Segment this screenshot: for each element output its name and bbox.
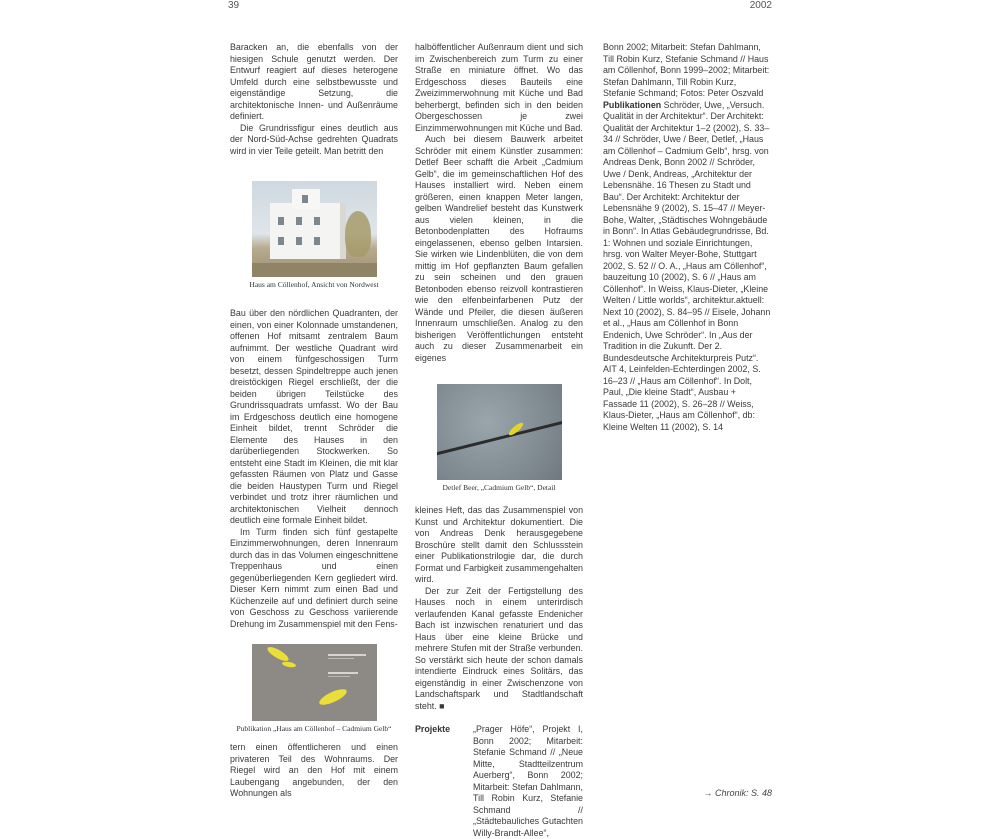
paragraph: kleines Heft, das das Zusammenspiel von Kunst und Architektur dokumentiert. Die von Andreas Denk herausgegebene Broschüre stellt damit den Schlussstein einer Publikationstrilogie dar, die durch Format und Farbigkeit zusammengehalten wird. [415,505,583,584]
figure-caption: Publikation „Haus am Cöllenhof – Cadmium Gelb“ [236,724,392,733]
projects-entry [415,724,583,839]
figure-caption: Detlef Beer, „Cadmium Gelb“, Detail [442,483,556,492]
paragraph: tern einen öffentlicheren und einen privateren Teil des Wohnraums. Der Riegel wird an den Hof mit einem Laubengang angebunden, der den Wohnungen als [230,742,398,798]
publications-entry [603,100,771,434]
paragraph: Auch bei diesem Bauwerk arbeitet Schröder mit einem Künstler zusammen: Detlef Beer schafft die Arbeit „Cadmium Gelb“, die im gemeinschaftlichen Hof des Hauses installiert wird. Neben einem größeren, einen knappen Meter langen, gelben Wandrelief besteht das Kunstwerk aus vielen kleinen, in die Betonbodenplatten des Hofraums eingelassenen, ebenso gelben Intarsien. Sie wirken wie Lindenblüten, die von dem mittig im Hof gepflanzten Baum gefallen zu sein scheinen und den grauen Betonboden ebenso reizvoll kontrastieren wie den elfenbeinfarbenen Putz der Wände und Pfeiler, die diesen äußeren Innenraum umschließen. Analog zu den bisherigen Veröffentlichungen entsteht auch zu dieser Zusammenarbeit ein eigenes [415,134,583,363]
projects-label: Projekte [415,724,451,734]
projects-text: „Prager Höfe“, Projekt I, Bonn 2002; Mitarbeit: Stefanie Schmand // „Neue Mitte, Stadtteilzentrum Auerberg“, Bonn 2002; Mitarbeit: Stefan Dahlmann, Till Robin Kurz, Stefanie Schmand // „Städtebauliches Gutachten Willy-Brandt-Allee“, [473,724,584,838]
page-number: 39 [228,0,240,11]
paragraph: Bonn 2002; Mitarbeit: Stefan Dahlmann, Till Robin Kurz, Stefanie Schmand // Haus am Cöllenhof, Bonn 1999–2002; Mitarbeit: Stefan Dahlmann, Till Robin Kurz, Stefanie Schmand; Fotos: Peter Oszvald [603,42,770,98]
art-detail-photo [437,384,562,480]
paragraph: Bau über den nördlichen Quadranten, der einen, von einer Kolonnade umstandenen, offenen Hof mitsamt zentralem Baum aufnimmt. Der westliche Quadrant wird von einem fünfgeschossigen Turm besetzt, dessen Spindeltreppe auch jenen dreistöckigen Riegel erschließt, der die beiden übrigen Teilstücke des Grundrissquadrats umfasst. Wo der Bau im Erdgeschoss deutlich eine homogene Einheit bildet, trennt Schröder die Elemente des Hauses in den darüberliegenden Stockwerken. So entsteht eine Stadt im Kleinen, die mit klar gefassten Räumen von Platz und Gasse die beiden Haustypen Turm und Riegel verbindet und trotz ihrer räumlichen und architektonischen Vielheit dennoch deutlich eine formale Einheit bildet. [230,308,398,525]
figure-art-detail [415,384,583,493]
paragraph: Der zur Zeit der Fertigstellung des Hauses noch in einem unterirdisch verlaufenden Kanal gefasste Endenicher Bach ist inzwischen renaturiert und das Haus über eine kleine Brücke und mehrere Stufen mit der Straße verbunden. So verstärkt sich heute der schon damals intendierte Eindruck eines Solitärs, das eigenständig in einer Zwischenzone von Landschaftspark und Stadtlandschaft steht. ■ [415,585,583,711]
year-label: 2002 [749,0,772,11]
figure-publication [230,644,398,734]
paragraph: halböffentlicher Außenraum dient und sich im Zwischenbereich zum Turm zu einer Straße en miniature öffnet. Wo das Erdgeschoss dieses Bauteils eine Zweizimmerwohnung mit Küche und Bad beherbergt, befinden sich in den beiden Obergeschossen je zwei Einzimmerwohnungen mit Küche und Bad. [415,42,583,133]
chronicle-reference-link[interactable]: → Chronik: S. 48 [703,788,772,798]
publication-photo [252,644,377,721]
paragraph: Die Grundrissfigur eines deutlich aus der Nord-Süd-Achse gedrehten Quadrats wird in vier Teile geteilt. Man betritt den [230,122,398,156]
text-column-3 [603,42,771,433]
paragraph: Im Turm finden sich fünf gestapelte Einzimmerwohnungen, deren Innenraum durch das in das Volumen eingeschnittene Treppenhaus und einen gegenüberliegenden Kern gegliedert wird. Dieser Kern nimmt zum einen Bad und Küchenzeile auf und definiert durch seine von Geschoss zu Geschoss variierende Drehung im Zusammenspiel mit den Fens- [230,526,398,629]
house-photo [252,181,377,277]
paragraph: Baracken an, die ebenfalls von der hiesigen Schule genutzt werden. Der Entwurf reagiert auf dieses heterogene Umfeld durch eine selbstbewusste und eigenständige Setzung, die architektonische Innen- und Außenräume definiert. [230,42,398,121]
publications-label: Publikationen [603,99,662,110]
text-column-1 [230,42,398,800]
figure-house-photo [230,181,398,290]
figure-caption: Haus am Cöllenhof, Ansicht von Nordwest [249,280,379,289]
text-column-2 [415,42,583,839]
publications-text: Schröder, Uwe, „Versuch. Qualität in der Architektur“. Der Architekt: Qualität der Architektur 1–2 (2002), S. 33–34 // Schröder, Uwe / Beer, Detlef, „Haus am Cöllenhof – Cadmium Gelb“, hrsg. von Andreas Denk, Bonn 2002 // Schröder, Uwe / Denk, Andreas, „Architektur der Lebensnähe. 16 Thesen zu Stadt und Bau“. Der Architekt: Architektur der Lebensnähe 9 (2002), S. 15–47 // Meyer-Bohe, Walter, „Städtisches Wohngebäude in Bonn“. In Atlas Gebäudegrundrisse, Bd. 1: Wohnen und soziale Einrichtungen, hrsg. von Walter Meyer-Bohe, Stuttgart 2002, S. 52 // O. A., „Haus am Cöllenhof“, bauzeitung 10 (2002), S. 6 // „Haus am Cöllenhof“. In Weiss, Klaus-Dieter, „Kleine Welten / Little worlds“, architektur.aktuell: Next 10 (2002), S. 84–95 // Eisele, Johann et al., „Haus am Cöllenhof in Bonn Endenich, Uwe Schröder“. In „Aus der Tradition in die Zukunft. Der 2. Bundesdeutsche Architekturpreis Putz“. AIT 4, Leinfelden-Echterdingen 2002, S. 16–23 // „Haus am Cöllenhof“. In Dolt, Paul, „Die kleine Stadt“, Ausbau + Fassade 11 (2002), S. 26–28 // Weiss, Klaus-Dieter, „Haus am Cöllenhof“, db: Kleine Welten 11 (2002), S. 14 [603,99,771,432]
